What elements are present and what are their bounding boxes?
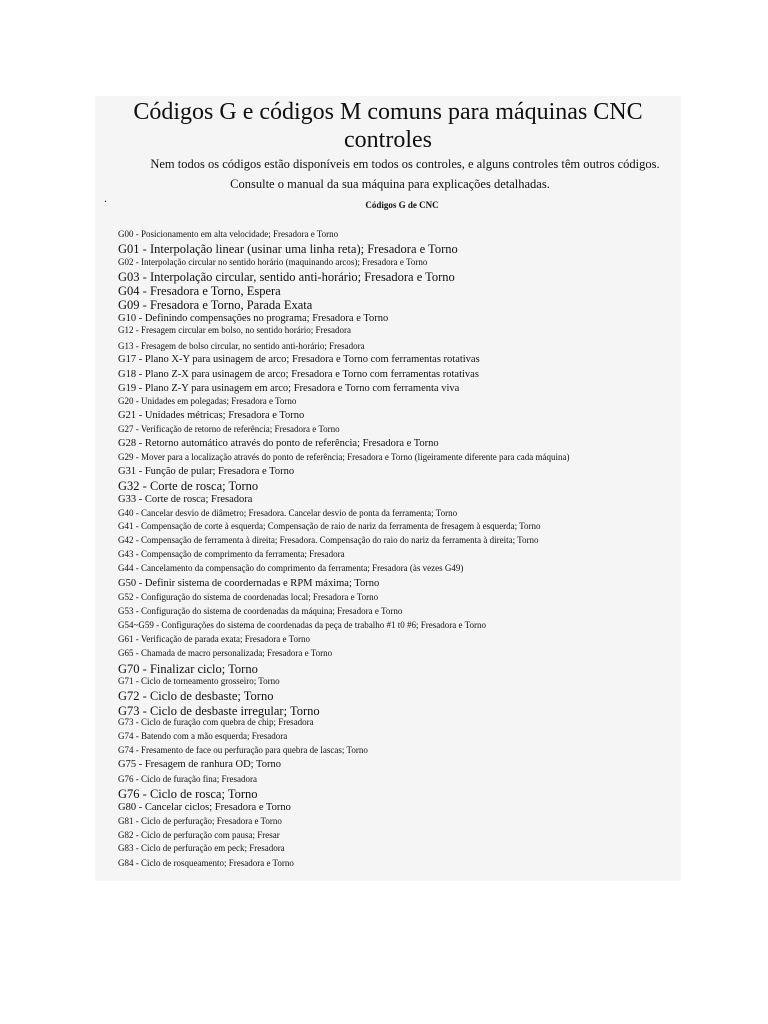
code-line: G19 - Plano Z-Y para usinagem em arco; Fresadora e Torno com ferramenta viva <box>118 383 460 394</box>
code-line: G41 - Compensação de corte à esquerda; Compensação de raio de nariz da ferramenta de fresagem à esquerda; Torno <box>118 521 541 531</box>
code-line: G13 - Fresagem de bolso circular, no sentido anti-horário; Fresadora <box>118 341 365 351</box>
code-line: G00 - Posicionamento em alta velocidade; Fresadora e Torno <box>118 229 339 239</box>
code-line: G75 - Fresagem de ranhura OD; Torno <box>118 759 281 770</box>
code-line: G73 - Ciclo de desbaste irregular; Torno <box>118 704 320 718</box>
code-line: G73 - Ciclo de furação com quebra de chip; Fresadora <box>118 717 314 727</box>
code-line: G76 - Ciclo de furação fina; Fresadora <box>118 774 257 784</box>
code-line: G33 - Corte de rosca; Fresadora <box>118 494 253 505</box>
code-line: G54~G59 - Configurações do sistema de coordenadas da peça de trabalho #1 t0 #6; Fresadora e Torno <box>118 620 486 630</box>
code-line: G04 - Fresadora e Torno, Espera <box>118 284 281 298</box>
code-line: G72 - Ciclo de desbaste; Torno <box>118 689 274 703</box>
code-line: G65 - Chamada de macro personalizada; Fresadora e Torno <box>118 648 333 658</box>
code-line: G50 - Definir sistema de coordernadas e RPM máxima; Torno <box>118 578 380 589</box>
code-line: G10 - Definindo compensações no programa; Fresadora e Torno <box>118 313 389 324</box>
code-line: G09 - Fresadora e Torno, Parada Exata <box>118 298 313 312</box>
section-heading: Códigos G de CNC <box>365 200 439 210</box>
page-title: Códigos G e códigos M comuns para máquinas CNC controles <box>133 99 643 153</box>
code-line: G53 - Configuração do sistema de coordenadas da máquina; Fresadora e Torno <box>118 606 403 616</box>
code-line: G84 - Ciclo de rosqueamento; Fresadora e Torno <box>118 858 294 868</box>
page-subtitle <box>120 154 681 194</box>
code-line: G82 - Ciclo de perfuração com pausa; Fresar <box>118 830 280 840</box>
code-line: G17 - Plano X-Y para usinagem de arco; Fresadora e Torno com ferramentas rotativas <box>118 354 480 365</box>
code-line: G80 - Cancelar ciclos; Fresadora e Torno <box>118 802 291 813</box>
code-line: G76 - Ciclo de rosca; Torno <box>118 787 258 801</box>
subtitle-line: Consulte o manual da sua máquina para explicações detalhadas. <box>230 177 550 191</box>
code-line: G71 - Ciclo de torneamento grosseiro; Torno <box>118 676 280 686</box>
code-line: G29 - Mover para a localização através do ponto de referência; Fresadora e Torno (ligeiramente diferente para cada máquina) <box>118 452 570 462</box>
code-line: G18 - Plano Z-X para usinagem de arco; Fresadora e Torno com ferramentas rotativas <box>118 369 479 380</box>
code-line: G21 - Unidades métricas; Fresadora e Torno <box>118 410 305 421</box>
code-line: G52 - Configuração do sistema de coordenadas local; Fresadora e Torno <box>118 592 379 602</box>
code-line: G12 - Fresagem circular em bolso, no sentido horário; Fresadora <box>118 325 351 335</box>
code-line: G83 - Ciclo de perfuração em peck; Fresadora <box>118 843 285 853</box>
code-line: G03 - Interpolação circular, sentido anti-horário; Fresadora e Torno <box>118 270 455 284</box>
code-line: G61 - Verificação de parada exata; Fresadora e Torno <box>118 634 310 644</box>
code-line: G20 - Unidades em polegadas; Fresadora e Torno <box>118 396 297 406</box>
code-line: G31 - Função de pular; Fresadora e Torno <box>118 466 295 477</box>
code-line: G27 - Verificação de retorno de referência; Fresadora e Torno <box>118 424 340 434</box>
code-line: G01 - Interpolação linear (usinar uma linha reta); Fresadora e Torno <box>118 242 458 256</box>
code-line: G42 - Compensação de ferramenta à direita; Fresadora. Compensação do raio do nariz da ferramenta à direita; Torno <box>118 535 539 545</box>
code-line: G81 - Ciclo de perfuração; Fresadora e Torno <box>118 816 282 826</box>
code-line: G74 - Fresamento de face ou perfuração para quebra de lascas; Torno <box>118 745 368 755</box>
code-line: G02 - Interpolação circular no sentido horário (maquinando arcos); Fresadora e Torno <box>118 257 428 267</box>
subtitle-line: Nem todos os códigos estão disponíveis em todos os controles, e alguns controles têm outros códigos. <box>150 157 660 171</box>
code-line: G32 - Corte de rosca; Torno <box>118 479 259 493</box>
code-line: G70 - Finalizar ciclo; Torno <box>118 662 258 676</box>
code-line: G28 - Retorno automático através do ponto de referência; Fresadora e Torno <box>118 438 439 449</box>
code-line: G40 - Cancelar desvio de diâmetro; Fresadora. Cancelar desvio de ponta da ferramenta; Torno <box>118 508 458 518</box>
document-page <box>95 96 681 881</box>
stray-dot: . <box>104 191 107 205</box>
code-line: G74 - Batendo com a mão esquerda; Fresadora <box>118 731 288 741</box>
code-line: G44 - Cancelamento da compensação do comprimento da ferramenta; Fresadora (às vezes G49) <box>118 563 464 573</box>
code-line: G43 - Compensação de comprimento da ferramenta; Fresadora <box>118 549 345 559</box>
